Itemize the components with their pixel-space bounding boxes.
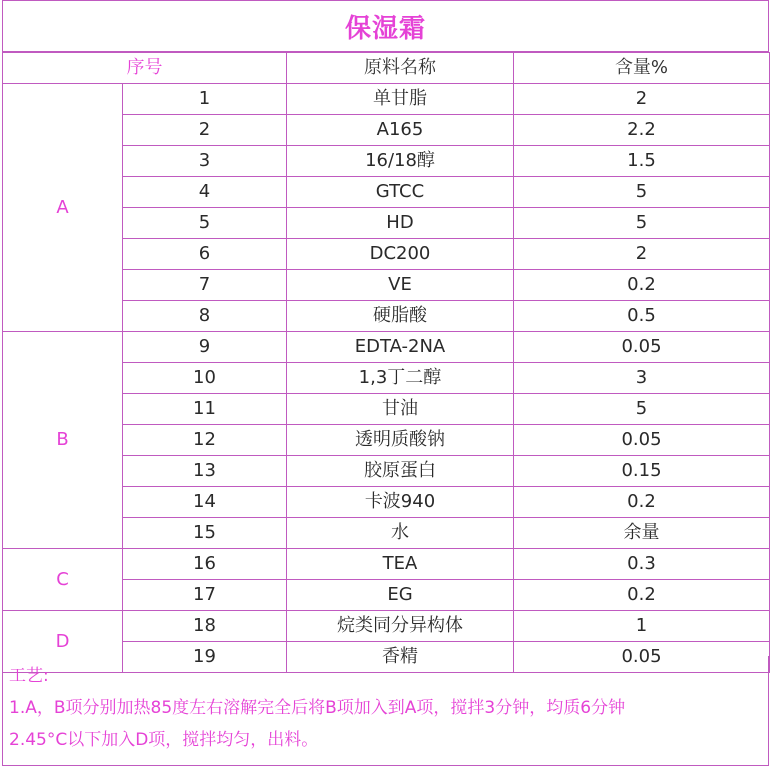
process-notes: [2, 656, 769, 766]
material-name: GTCC: [287, 177, 514, 208]
material-name: 1,3丁二醇: [287, 363, 514, 394]
row-number: 2: [123, 115, 287, 146]
row-number: 11: [123, 394, 287, 425]
material-name: 单甘脂: [287, 84, 514, 115]
material-name: TEA: [287, 549, 514, 580]
content-percent: 0.05: [514, 642, 770, 673]
row-number: 15: [123, 518, 287, 549]
material-name: 卡波940: [287, 487, 514, 518]
content-percent: 5: [514, 394, 770, 425]
table-row: [3, 332, 770, 363]
material-name: 硬脂酸: [287, 301, 514, 332]
content-percent: 2: [514, 84, 770, 115]
content-percent: 0.15: [514, 456, 770, 487]
table-row: [3, 84, 770, 115]
header-row: [3, 53, 770, 84]
material-name: 烷类同分异构体: [287, 611, 514, 642]
row-number: 13: [123, 456, 287, 487]
row-number: 18: [123, 611, 287, 642]
content-percent: 2.2: [514, 115, 770, 146]
table-row: [3, 611, 770, 642]
content-percent: 1.5: [514, 146, 770, 177]
row-number: 10: [123, 363, 287, 394]
formula-table: [2, 52, 770, 673]
material-name: 甘油: [287, 394, 514, 425]
header-content: 含量%: [514, 53, 770, 84]
material-name: 水: [287, 518, 514, 549]
material-name: 透明质酸钠: [287, 425, 514, 456]
content-percent: 0.05: [514, 332, 770, 363]
header-material: 原料名称: [287, 53, 514, 84]
row-number: 4: [123, 177, 287, 208]
material-name: VE: [287, 270, 514, 301]
content-percent: 5: [514, 208, 770, 239]
sheet-title: 保湿霜: [2, 0, 769, 52]
content-percent: 0.2: [514, 270, 770, 301]
material-name: DC200: [287, 239, 514, 270]
row-number: 17: [123, 580, 287, 611]
row-number: 14: [123, 487, 287, 518]
row-number: 8: [123, 301, 287, 332]
material-name: HD: [287, 208, 514, 239]
group-label: C: [3, 549, 123, 611]
content-percent: 3: [514, 363, 770, 394]
material-name: EDTA-2NA: [287, 332, 514, 363]
process-heading: 工艺:: [9, 666, 49, 686]
row-number: 12: [123, 425, 287, 456]
content-percent: 0.05: [514, 425, 770, 456]
row-number: 3: [123, 146, 287, 177]
content-percent: 余量: [514, 518, 770, 549]
material-name: 香精: [287, 642, 514, 673]
row-number: 16: [123, 549, 287, 580]
content-percent: 1: [514, 611, 770, 642]
row-number: 5: [123, 208, 287, 239]
group-label: A: [3, 84, 123, 332]
header-seq: 序号: [3, 53, 287, 84]
content-percent: 5: [514, 177, 770, 208]
row-number: 7: [123, 270, 287, 301]
content-percent: 0.2: [514, 487, 770, 518]
process-step-1: 1.A，B项分别加热85度左右溶解完全后将B项加入到A项，搅拌3分钟，均质6分钟: [9, 698, 626, 718]
process-step-2: 2.45°C以下加入D项，搅拌均匀，出料。: [9, 730, 319, 750]
content-percent: 0.5: [514, 301, 770, 332]
material-name: A165: [287, 115, 514, 146]
row-number: 9: [123, 332, 287, 363]
material-name: EG: [287, 580, 514, 611]
content-percent: 0.3: [514, 549, 770, 580]
content-percent: 0.2: [514, 580, 770, 611]
row-number: 1: [123, 84, 287, 115]
row-number: 6: [123, 239, 287, 270]
table-row: [3, 549, 770, 580]
formula-sheet: [2, 0, 769, 766]
group-label: D: [3, 611, 123, 673]
content-percent: 2: [514, 239, 770, 270]
row-number: 19: [123, 642, 287, 673]
group-label: B: [3, 332, 123, 549]
material-name: 16/18醇: [287, 146, 514, 177]
material-name: 胶原蛋白: [287, 456, 514, 487]
